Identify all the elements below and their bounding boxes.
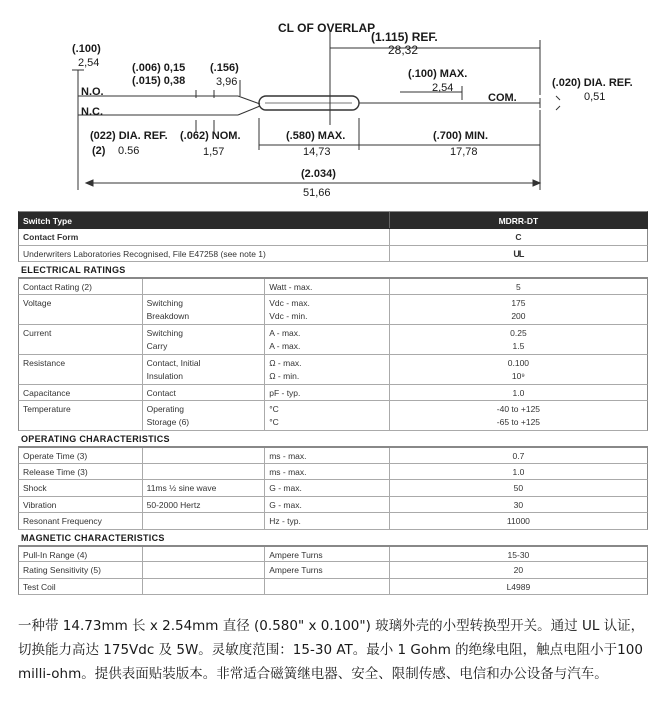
row-cond	[143, 279, 266, 294]
table-row	[18, 579, 648, 596]
row-value: 0.100	[507, 357, 530, 368]
table-row	[18, 385, 648, 402]
total-len-in: (2.034)	[301, 168, 336, 180]
row-unit: pF - typ.	[265, 385, 390, 401]
row-name: Temperature	[19, 401, 143, 430]
row-name: Pull-In Range (4)	[19, 547, 143, 562]
table-row	[18, 278, 648, 295]
table-row	[18, 546, 648, 563]
row-value: 1.0	[512, 466, 525, 477]
offset-b-label: (.015) 0,38	[132, 75, 186, 87]
row-cond: Carry	[146, 340, 168, 351]
row-value: L4989	[506, 581, 531, 592]
row-unit: G - max.	[265, 480, 390, 496]
row-value: 175	[511, 297, 526, 308]
row-unit: Watt - max.	[265, 279, 390, 294]
row-cond: Contact	[143, 385, 266, 401]
glass-len-in: (.580) MAX.	[286, 130, 346, 142]
table-row	[18, 229, 648, 246]
row-value: -40 to +125	[496, 404, 541, 414]
lead-len-in: (.700) MIN.	[433, 130, 489, 142]
row-name: Current	[19, 325, 143, 354]
ul-logo-icon: UL	[513, 248, 524, 259]
table-row	[18, 401, 648, 431]
row-value: 20	[513, 565, 524, 575]
cl-overlap-label: CL OF OVERLAP	[278, 21, 376, 35]
row-unit: Ω - max.	[269, 357, 302, 368]
row-cond	[143, 448, 266, 463]
section-magnetic: MAGNETIC CHARACTERISTICS	[18, 530, 648, 546]
nc-dia-in: (022) DIA. REF.	[90, 130, 168, 142]
row-unit: Hz - typ.	[265, 513, 390, 529]
row-value: 15-30	[507, 549, 530, 560]
lead-space-in: (.100)	[72, 43, 101, 55]
row-name: Release Time (3)	[19, 464, 143, 480]
row-unit: °C	[269, 404, 279, 414]
row-value: 0.25	[510, 327, 527, 338]
row-cond: Switching	[146, 327, 183, 338]
row-value: 11000	[506, 516, 530, 526]
lead-dia-in: (.020) DIA. REF.	[552, 77, 633, 89]
row-value: 1.0	[512, 387, 525, 398]
row-name: Vibration	[19, 497, 143, 513]
lead-dia-mm: 0,51	[584, 91, 606, 103]
pitch-mm: 2,54	[432, 82, 454, 94]
row-value: 200	[511, 310, 526, 321]
contact-form-value: C	[515, 232, 522, 242]
row-unit: G - max.	[265, 497, 390, 513]
row-cond: Operating	[146, 404, 184, 414]
table-row	[18, 246, 648, 263]
com-label: COM.	[488, 92, 517, 104]
table-row	[18, 513, 648, 530]
row-cond: Contact, Initial	[146, 357, 201, 368]
row-name: Test Coil	[19, 579, 143, 595]
row-value: 5	[516, 282, 521, 292]
overlap-ref-in: (1.115) REF.	[371, 30, 438, 44]
bend-in: (.156)	[210, 62, 239, 74]
pitch-in: (.100) MAX.	[408, 68, 468, 80]
nc-dia-mm: 0.56	[118, 145, 140, 157]
row-cond: 11ms ½ sine wave	[143, 480, 266, 496]
row-name: Resonant Frequency	[19, 513, 143, 529]
row-value: 0.7	[512, 451, 525, 461]
nc-label: N.C.	[81, 106, 103, 118]
table-row	[18, 464, 648, 481]
nom-in: (.062) NOM.	[180, 130, 241, 142]
table-header-row	[18, 211, 648, 229]
section-electrical: ELECTRICAL RATINGS	[18, 262, 648, 278]
row-name: Contact Rating (2)	[19, 279, 143, 294]
row-name: Resistance	[19, 355, 143, 384]
table-row	[18, 355, 648, 385]
nc-dia-pre: (2)	[92, 145, 106, 157]
row-cond	[143, 562, 266, 578]
row-cond: Storage (6)	[146, 417, 190, 427]
row-name: Capacitance	[19, 385, 143, 401]
row-cond: 50-2000 Hertz	[143, 497, 266, 513]
row-value: 1.5	[512, 340, 525, 351]
row-cond: Insulation	[146, 370, 183, 381]
row-unit: Vdc - min.	[269, 310, 308, 321]
row-name: Rating Sensitivity (5)	[19, 562, 143, 578]
contact-form-label: Contact Form	[19, 229, 390, 245]
spec-table	[18, 211, 648, 595]
row-cond: Breakdown	[146, 310, 190, 321]
table-row	[18, 497, 648, 514]
row-unit: ms - max.	[265, 448, 390, 463]
ul-label: Underwriters Laboratories Recognised, File E47258 (see note 1)	[19, 246, 390, 262]
row-unit: A - max.	[269, 340, 301, 351]
table-row	[18, 480, 648, 497]
overlap-ref-mm: 28,32	[388, 43, 419, 57]
offset-a-label: (.006) 0,15	[132, 62, 186, 74]
row-name: Voltage	[19, 295, 143, 324]
glass-len-mm: 14,73	[303, 146, 331, 158]
bend-mm: 3,96	[216, 76, 238, 88]
table-row	[18, 325, 648, 355]
row-cond: Switching	[146, 297, 183, 308]
lead-len-mm: 17,78	[450, 146, 478, 158]
row-value: -65 to +125	[496, 417, 541, 427]
table-row	[18, 295, 648, 325]
row-cond	[143, 513, 266, 529]
total-len-mm: 51,66	[303, 187, 331, 199]
row-cond	[143, 579, 266, 595]
row-cond	[143, 547, 266, 562]
dimension-drawing	[0, 0, 663, 205]
product-description: 一种带 14.73mm 长 x 2.54mm 直径 (0.580" x 0.100") 玻璃外壳的小型转换型开关。通过 UL 认证，切换能力高达 175Vdc 及 5W。灵敏度范围：15-30 AT。最小 1 Gohm 的绝缘电阻，触点电阻小于100 milli-ohm。提供表面贴装版本。非常适合磁簧继电器、安全、限制传感、电信和办公设备与汽车。	[18, 618, 645, 682]
row-value: 30	[513, 499, 524, 510]
row-name: Operate Time (3)	[19, 448, 143, 463]
switch-type-label: Switch Type	[19, 212, 390, 228]
row-unit: A - max.	[269, 327, 301, 338]
nom-mm: 1,57	[203, 146, 225, 158]
switch-type-value: MDRR-DT	[498, 216, 539, 226]
lead-space-mm: 2,54	[78, 57, 100, 69]
table-row	[18, 562, 648, 579]
row-unit: Ampere Turns	[265, 547, 390, 562]
table-row	[18, 447, 648, 464]
row-unit	[265, 579, 390, 595]
row-unit: ms - max.	[265, 464, 390, 480]
row-value: 50	[513, 483, 524, 493]
row-unit: Vdc - max.	[269, 297, 310, 308]
row-name: Shock	[19, 480, 143, 496]
row-unit: Ampere Turns	[265, 562, 390, 578]
row-cond	[143, 464, 266, 480]
row-unit: °C	[269, 417, 279, 427]
section-operating: OPERATING CHARACTERISTICS	[18, 431, 648, 447]
row-value: 10⁹	[511, 370, 525, 381]
no-label: N.O.	[81, 86, 104, 98]
row-unit: Ω - min.	[269, 370, 300, 381]
